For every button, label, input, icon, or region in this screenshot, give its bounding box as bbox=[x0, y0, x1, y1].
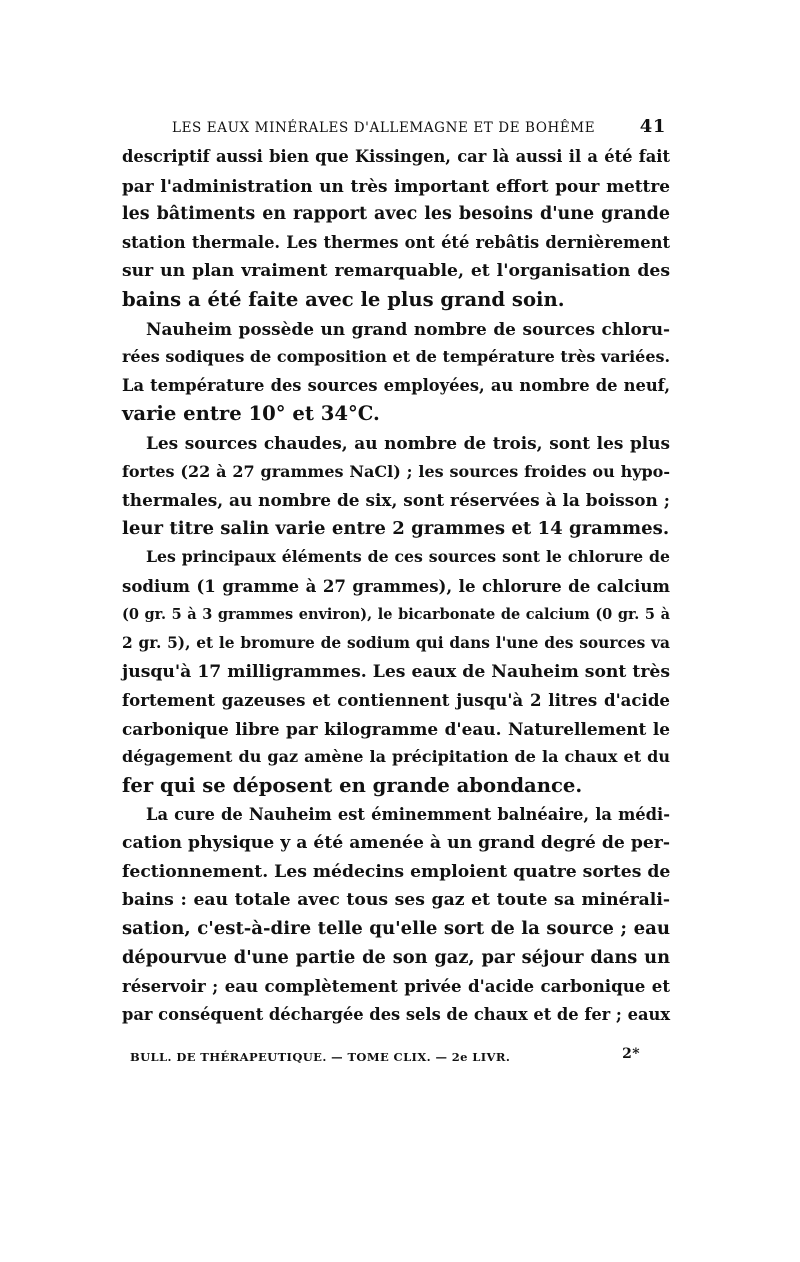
text-line: dépourvue d'une partie de son gaz, par séjour dans un bbox=[122, 946, 670, 968]
text-line: fortes (22 à 27 grammes NaCl) ; les sources froides ou hypo- bbox=[122, 461, 670, 481]
paragraph-end-line: varie entre 10° et 34°C. bbox=[122, 402, 380, 426]
page-number: 41 bbox=[639, 116, 666, 137]
text-line: sodium (1 gramme à 27 grammes), le chlorure de calcium bbox=[122, 575, 670, 596]
text-line: (0 gr. 5 à 3 grammes environ), le bicarbonate de calcium (0 gr. 5 à bbox=[122, 605, 670, 623]
text-line: sur un plan vraiment remarquable, et l'organisation des bbox=[122, 261, 670, 282]
text-line: 2 gr. 5), et le bromure de sodium qui dans l'une des sources va bbox=[122, 634, 670, 653]
text-line: carbonique libre par kilogramme d'eau. Naturellement le bbox=[122, 718, 670, 739]
signature-mark: 2* bbox=[622, 1046, 640, 1062]
text-line: les bâtiments en rapport avec les besoins d'une grande bbox=[122, 204, 670, 225]
text-line: cation physique y a été amenée à un grand degré de per- bbox=[122, 833, 670, 854]
text-line: fectionnement. Les médecins emploient quatre sortes de bbox=[122, 861, 671, 882]
paragraph-end-line: leur titre salin varie entre 2 grammes et 14 grammes. bbox=[122, 517, 670, 539]
text-line: dégagement du gaz amène la précipitation de la chaux et du bbox=[122, 747, 670, 767]
text-line: par l'administration un très important effort pour mettre bbox=[122, 175, 670, 196]
running-title: LES EAUX MINÉRALES D'ALLEMAGNE ET DE BOHÊME bbox=[172, 120, 596, 136]
text-line: bains : eau totale avec tous ses gaz et toute sa minérali- bbox=[122, 890, 670, 911]
running-head bbox=[172, 116, 668, 140]
paragraph-end-line: fer qui se déposent en grande abondance. bbox=[122, 774, 583, 798]
text-line: réservoir ; eau complètement privée d'acide carbonique et bbox=[122, 976, 670, 997]
paragraph-start-line: Nauheim possède un grand nombre de sources chloru- bbox=[146, 318, 670, 339]
bulletin-reference: BULL. DE THÉRAPEUTIQUE. — TOME CLIX. — 2e LIVR. bbox=[130, 1050, 511, 1064]
text-line: jusqu'à 17 milligrammes. Les eaux de Nauheim sont très bbox=[122, 661, 670, 682]
paragraph-start-line: Les sources chaudes, au nombre de trois, sont les plus bbox=[146, 432, 670, 453]
text-line: rées sodiques de composition et de température très variées. bbox=[122, 347, 671, 367]
text-line: fortement gazeuses et contiennent jusqu'à 2 litres d'acide bbox=[122, 690, 670, 711]
text-line: par conséquent déchargée des sels de chaux et de fer ; eaux bbox=[122, 1004, 671, 1024]
text-line: sation, c'est-à-dire telle qu'elle sort de la source ; eau bbox=[122, 918, 670, 940]
paragraph-start-line: Les principaux éléments de ces sources sont le chlorure de bbox=[146, 547, 670, 567]
text-line: station thermale. Les thermes ont été rebâtis dernièrement bbox=[122, 232, 670, 252]
text-line: thermales, au nombre de six, sont réservées à la boisson ; bbox=[122, 490, 670, 511]
text-line: La température des sources employées, au nombre de neuf, bbox=[122, 375, 670, 395]
text-line: descriptif aussi bien que Kissingen, car là aussi il a été fait bbox=[122, 147, 670, 166]
paragraph-start-line: La cure de Nauheim est éminemment balnéaire, la médi- bbox=[146, 804, 670, 824]
body-text bbox=[122, 143, 670, 1029]
footer bbox=[130, 1046, 670, 1068]
paragraph-end-line: bains a été faite avec le plus grand soin. bbox=[122, 287, 565, 311]
